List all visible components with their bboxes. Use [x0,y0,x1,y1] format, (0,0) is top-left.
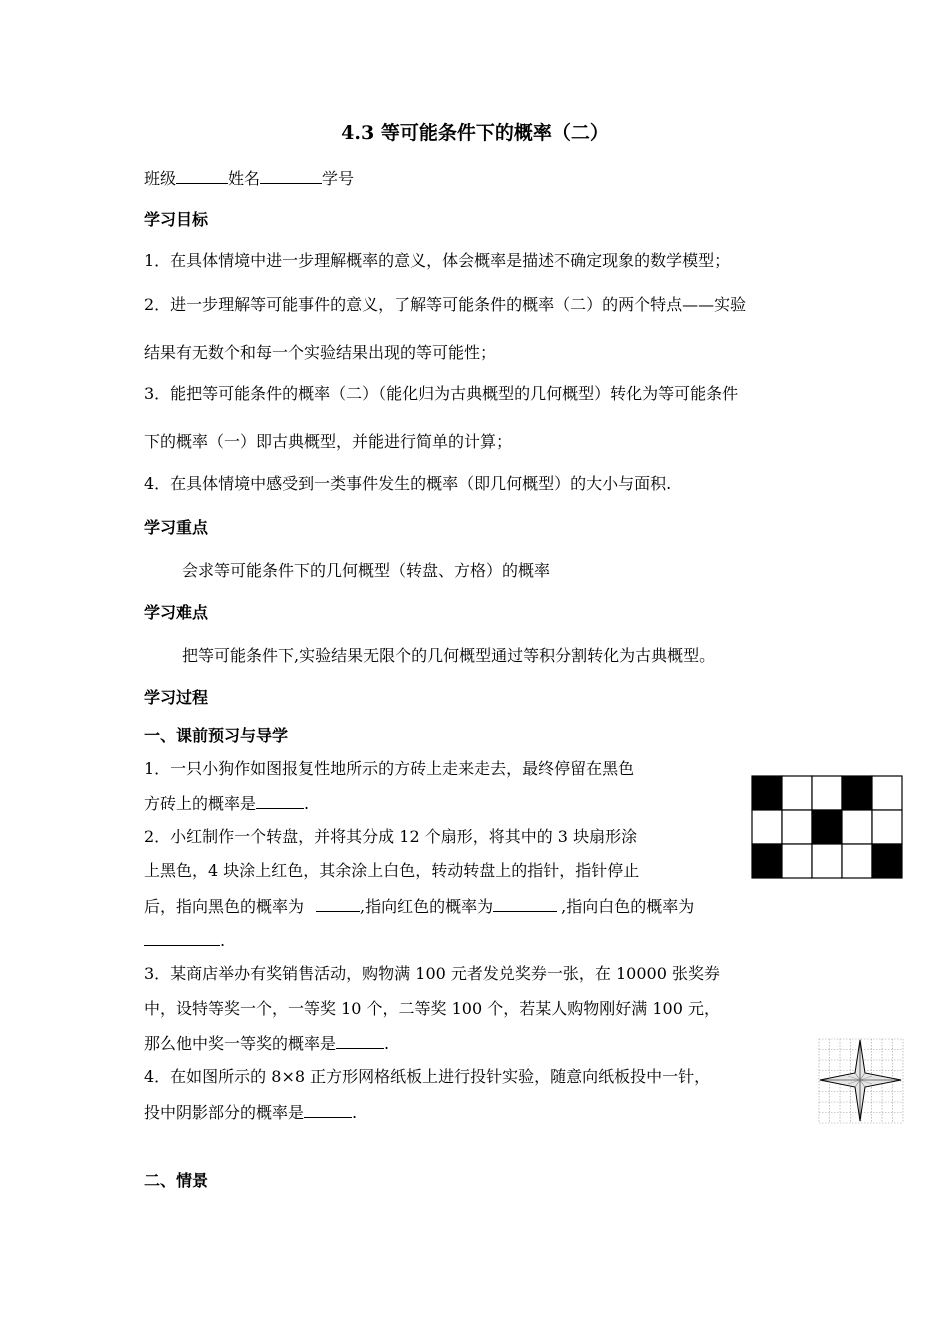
tile-cell [752,844,782,878]
question-4b [144,1101,357,1124]
question-2d [144,929,225,952]
header-line [144,167,354,190]
answer-blank-q2-red[interactable] [493,895,557,912]
question-3a: 3．某商店举办有奖销售活动，购物满 100 元者发兑奖券一张，在 10000 张奖券 [144,964,720,983]
question-3c-text: 那么他中奖一等奖的概率是 [144,1034,337,1053]
tile-cell [782,844,812,878]
process-heading: 学习过程 [144,688,209,707]
answer-blank-q1[interactable] [256,792,304,809]
tile-cell [842,776,872,810]
question-2c-text-3: ,指向白色的概率为 [561,897,695,916]
tile-cell [872,810,902,844]
goals-heading: 学习目标 [144,210,209,229]
question-2c-text-1: 后，指向黑色的概率为 [144,897,305,916]
answer-blank-q4[interactable] [304,1101,352,1118]
name-label: 姓名 [228,169,261,188]
tile-cell [812,810,842,844]
goal-item-4: 4．在具体情境中感受到一类事件发生的概率（即几何概型）的大小与面积. [144,474,672,493]
star-grid-figure [818,1038,904,1124]
answer-blank-q2-black[interactable] [316,895,360,912]
question-2c [144,895,694,918]
page-title: 4.3 等可能条件下的概率（二） [341,122,609,144]
tile-cell [782,810,812,844]
tile-cell [872,776,902,810]
goal-item-3a: 3．能把等可能条件的概率（二）（能化归为古典概型的几何概型）转化为等可能条件 [144,384,739,403]
question-3c-end: . [384,1034,390,1053]
goal-item-3b: 下的概率（一）即古典概型，并能进行简单的计算； [144,432,513,451]
tile-cell [752,776,782,810]
question-1b [144,792,309,815]
question-1a: 1．一只小狗作如图报复性地所示的方砖上走来走去，最终停留在黑色 [144,759,635,778]
difficulty-text: 把等可能条件下,实验结果无限个的几何概型通过等积分割转化为古典概型。 [182,646,716,665]
goal-item-1: 1．在具体情境中进一步理解概率的意义，体会概率是描述不确定现象的数学模型； [144,251,731,270]
tile-cell [752,810,782,844]
tile-grid-figure [751,775,903,879]
tile-cell [812,776,842,810]
four-point-star [820,1040,901,1121]
tile-cell [842,844,872,878]
question-4b-end: . [352,1103,358,1122]
class-blank[interactable] [176,167,228,184]
question-2d-end: . [220,931,226,950]
tile-cell [842,810,872,844]
class-label: 班级 [144,169,177,188]
tile-cell [782,776,812,810]
question-2b: 上黑色，4 块涂上红色，其余涂上白色，转动转盘上的指针，指针停止 [144,861,640,880]
question-4b-text: 投中阴影部分的概率是 [144,1103,305,1122]
focus-heading: 学习重点 [144,518,209,537]
answer-blank-q2-white[interactable] [144,929,220,946]
tile-cell [812,844,842,878]
answer-blank-q3[interactable] [336,1032,384,1049]
tile-cell [872,844,902,878]
section2-heading: 二、情景 [144,1171,209,1190]
id-label: 学号 [322,169,355,188]
question-2a: 2．小红制作一个转盘，并将其分成 12 个扇形，将其中的 3 块扇形涂 [144,827,638,846]
name-blank[interactable] [260,167,322,184]
focus-text: 会求等可能条件下的几何概型（转盘、方格）的概率 [182,561,551,580]
question-1b-end: . [304,794,310,813]
question-3b: 中，设特等奖一个，一等奖 10 个，二等奖 100 个，若某人购物刚好满 100 元， [144,999,720,1018]
question-1b-text: 方砖上的概率是 [144,794,257,813]
question-2c-text-2: ,指向红色的概率为 [360,897,494,916]
question-3c [144,1032,389,1055]
question-4a: 4．在如图所示的 8×8 正方形网格纸板上进行投针实验，随意向纸板投中一针， [144,1067,711,1086]
goal-item-2a: 2．进一步理解等可能事件的意义，了解等可能条件的概率（二）的两个特点——实验 [144,295,747,314]
difficulty-heading: 学习难点 [144,603,209,622]
section1-heading: 一、课前预习与导学 [144,726,289,745]
goal-item-2b: 结果有无数个和每一个实验结果出现的等可能性； [144,343,497,362]
